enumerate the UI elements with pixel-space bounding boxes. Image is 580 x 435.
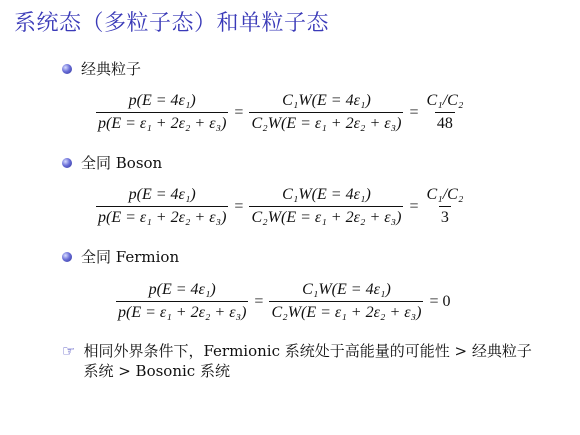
pointing-hand-icon: ☞	[62, 342, 76, 360]
fraction	[424, 92, 465, 133]
numerator: C₁W(E = 4ε₁)	[282, 92, 371, 109]
bullet-label: 经典粒子	[81, 60, 142, 78]
result-zero: = 0	[429, 292, 451, 310]
equals-sign: =	[409, 197, 419, 215]
equals-sign: =	[254, 292, 264, 310]
fraction	[424, 186, 465, 227]
fraction	[249, 92, 403, 133]
equals-sign: =	[234, 197, 244, 215]
numerator: p(E = 4ε₁)	[148, 281, 216, 298]
equals-sign: =	[234, 103, 244, 121]
numerator: C₁/C₂	[426, 186, 464, 203]
numerator: p(E = 4ε₁)	[128, 92, 196, 109]
denominator: C₂W(E = ε₁ + 2ε₂ + ε₃)	[269, 301, 423, 322]
bullet-label: 全同 Boson	[81, 154, 163, 172]
fraction	[96, 92, 228, 133]
conclusion-note	[62, 341, 542, 381]
denominator: p(E = ε₁ + 2ε₂ + ε₃)	[96, 112, 228, 133]
denominator: 3	[439, 206, 451, 227]
denominator: C₂W(E = ε₁ + 2ε₂ + ε₃)	[249, 206, 403, 227]
numerator: p(E = 4ε₁)	[128, 186, 196, 203]
ball-bullet-icon	[62, 64, 72, 74]
numerator: C₁W(E = 4ε₁)	[282, 186, 371, 203]
note-text: 相同外界条件下，Fermionic 系统处于高能量的可能性 > 经典粒子系统 > Bosonic 系统	[83, 342, 532, 380]
fraction	[96, 186, 228, 227]
bullet-label: 全同 Fermion	[81, 248, 180, 266]
fraction	[249, 186, 403, 227]
denominator: p(E = ε₁ + 2ε₂ + ε₃)	[116, 301, 248, 322]
numerator: C₁/C₂	[426, 92, 464, 109]
fraction	[269, 281, 423, 322]
slide-title: 系统态（多粒子态）和单粒子态	[14, 11, 330, 36]
ball-bullet-icon	[62, 252, 72, 262]
numerator: C₁W(E = 4ε₁)	[302, 281, 391, 298]
denominator: 48	[435, 112, 455, 133]
denominator: p(E = ε₁ + 2ε₂ + ε₃)	[96, 206, 228, 227]
denominator: C₂W(E = ε₁ + 2ε₂ + ε₃)	[249, 112, 403, 133]
bullet-classical	[62, 58, 141, 79]
bullet-boson	[62, 152, 162, 173]
fraction	[116, 281, 248, 322]
bullet-fermion	[62, 246, 179, 267]
equation-fermion	[116, 281, 456, 322]
equation-classical	[96, 92, 465, 133]
ball-bullet-icon	[62, 158, 72, 168]
equation-boson	[96, 186, 465, 227]
equals-sign: =	[409, 103, 419, 121]
